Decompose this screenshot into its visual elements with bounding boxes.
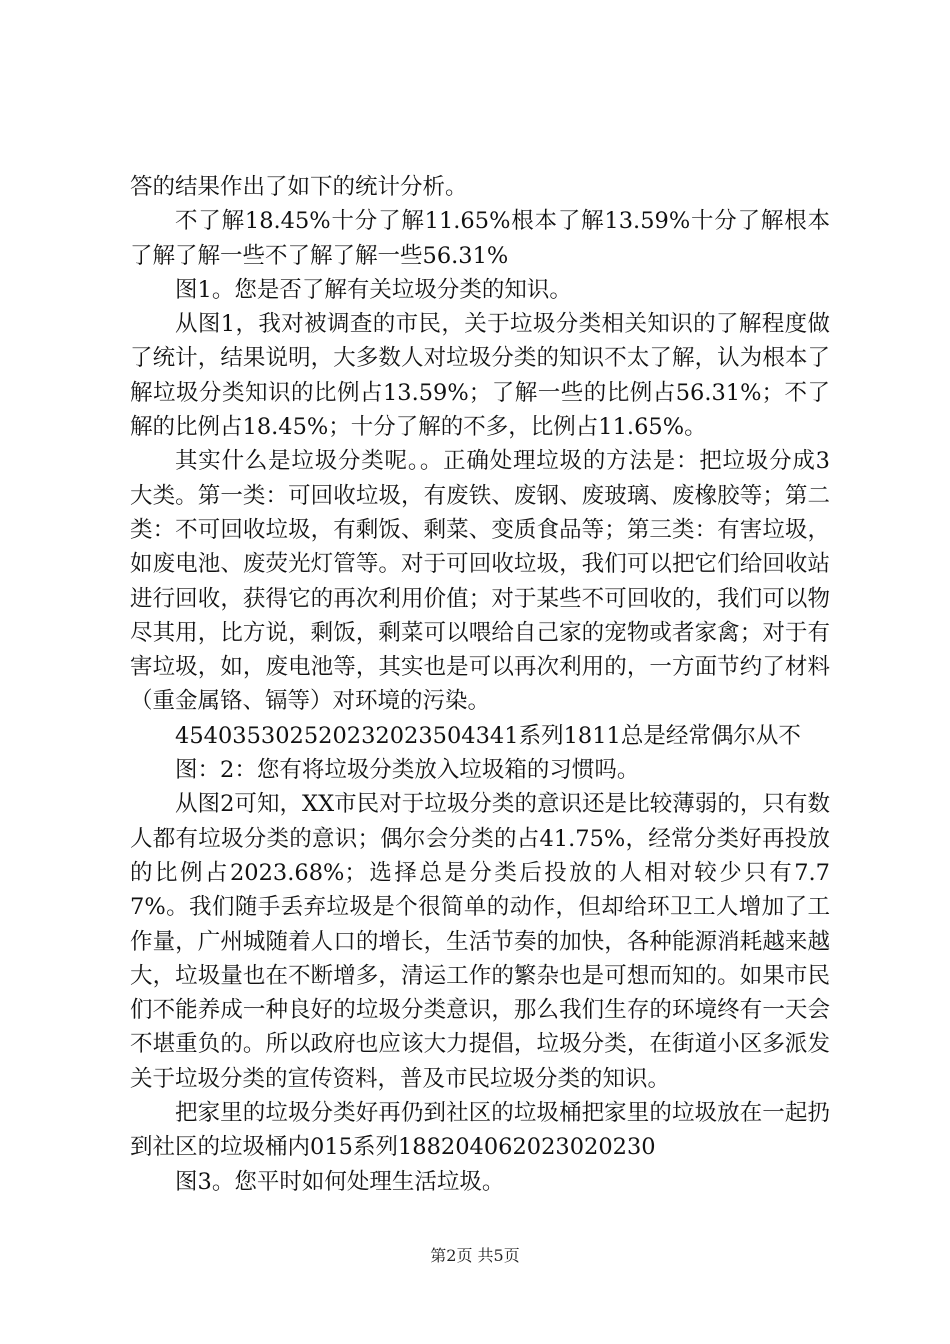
figure-2-analysis: 从图2可知，XX市民对于垃圾分类的意识还是比较薄弱的，只有数人都有垃圾分类的意识；偶尔会分类的占41.75%，经常分类好再投放的比例占2023.68%；选择总是分类后投放的人相对较少只有7.77%。我们随手丢弃垃圾是个很简单的动作，但却给环卫工人增加了工作量，广州城随着人口的增长，生活节奏的加快，各种能源消耗越来越大，垃圾量也在不断增多，清运工作的繁杂也是可想而知的。如果市民们不能养成一种良好的垃圾分类意识，那么我们生存的环境终有一天会不堪重负的。所以政府也应该大力提倡，垃圾分类，在街道小区多派发关于垃圾分类的宣传资料，普及市民垃圾分类的知识。 [130, 791, 830, 1092]
document-body [130, 170, 830, 1199]
garbage-classification-explanation: 其实什么是垃圾分类呢。。正确处理垃圾的方法是：把垃圾分成3大类。第一类：可回收垃圾，有废铁、废钢、废玻璃、废橡胶等；第二类：不可回收垃圾，有剩饭、剩菜、变质食品等；第三类：有害垃圾，如废电池、废荧光灯管等。对于可回收垃圾，我们可以把它们给回收站进行回收，获得它的再次利用价值；对于某些不可回收的，我们可以物尽其用，比方说，剩饭，剩菜可以喂给自己家的宠物或者家禽；对于有害垃圾，如，废电池等，其实也是可以再次利用的，一方面节约了材料（重金属铬、镉等）对环境的污染。 [130, 448, 830, 715]
figure-1-analysis: 从图1，我对被调查的市民，关于垃圾分类相关知识的了解程度做了统计，结果说明，大多数人对垃圾分类的知识不太了解，认为根本了解垃圾分类知识的比例占13.59%；了解一些的比例占56.31%；不了解的比例占18.45%；十分了解的不多，比例占11.65%。 [130, 311, 830, 441]
page-number-footer: 第2页 共5页 [430, 1246, 520, 1265]
figure-2-caption: 图：2：您有将垃圾分类放入垃圾箱的习惯吗。 [175, 757, 640, 784]
chart-3-labels: 把家里的垃圾分类好再仍到社区的垃圾桶把家里的垃圾放在一起扔到社区的垃圾桶内015系列188204062023020230 [130, 1100, 830, 1161]
figure-1-caption: 图1。您是否了解有关垃圾分类的知识。 [175, 276, 572, 303]
paragraph-continuation: 答的结果作出了如下的统计分析。 [130, 174, 468, 200]
chart-2-labels: 454035302520232023504341系列1811总是经常偶尔从不 [175, 722, 801, 749]
figure-3-caption: 图3。您平时如何处理生活垃圾。 [175, 1168, 505, 1195]
chart-1-labels: 不了解18.45%十分了解11.65%根本了解13.59%十分了解根本了解了解一些不了解了解一些56.31% [130, 208, 830, 269]
